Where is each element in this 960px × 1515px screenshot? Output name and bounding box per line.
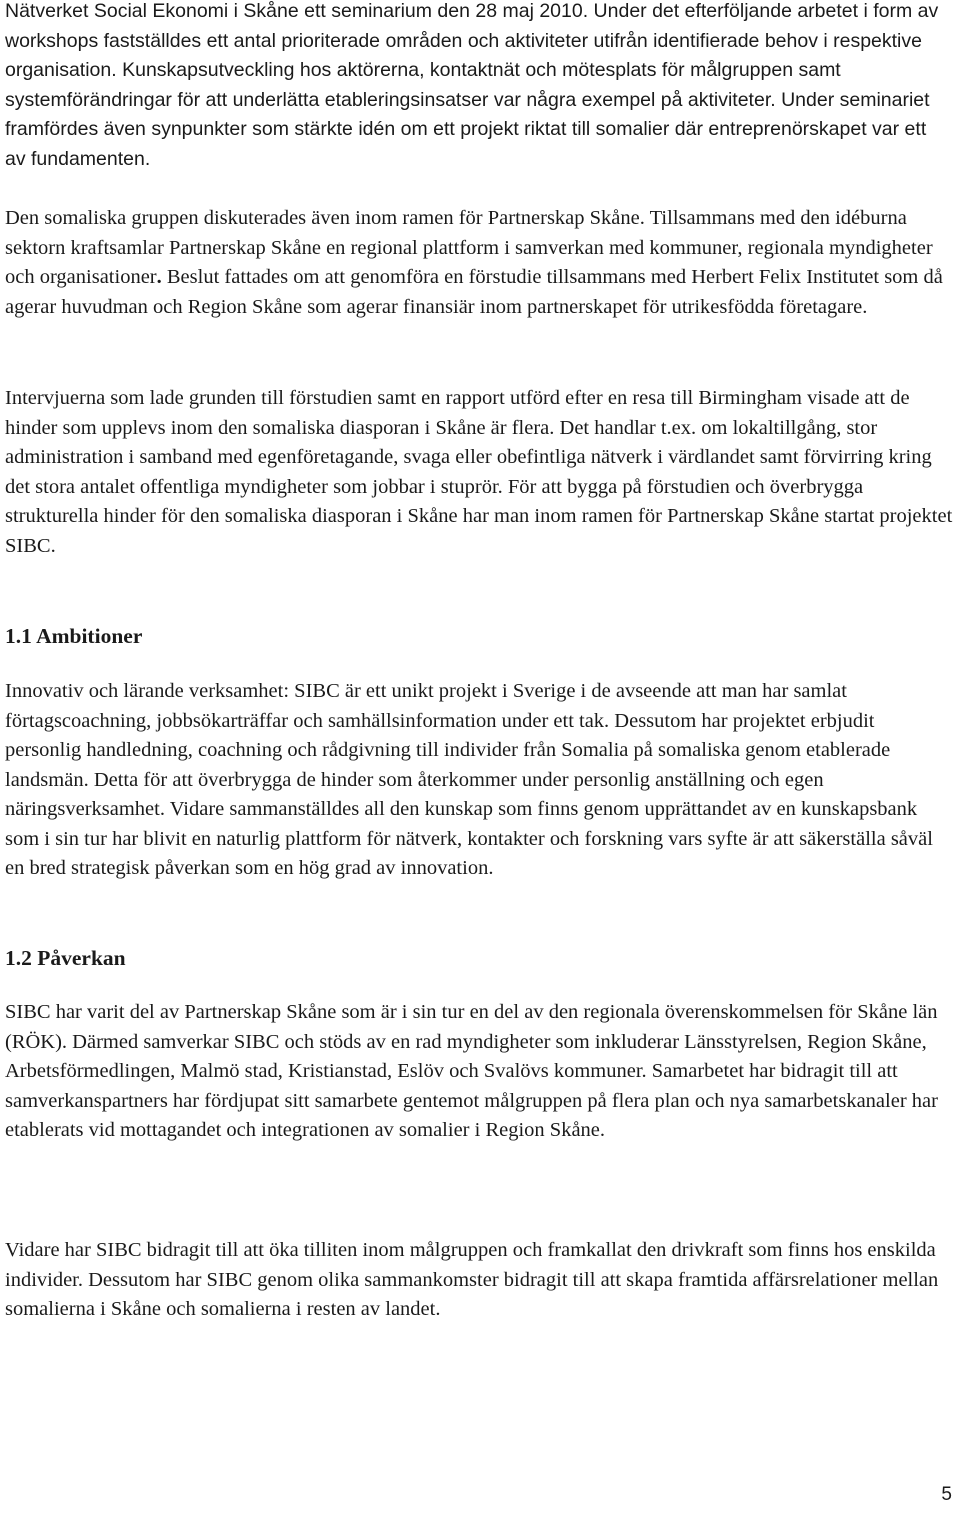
partnership-sentence-2-end: . — [156, 266, 162, 288]
intro-sentence-3: Under seminariet framfördes även synpunkter som stärkte idén om ett projekt riktat till somalier där entreprenörskapet var ett av fundamenten. — [5, 88, 930, 170]
partnership-paragraph — [5, 204, 950, 322]
section-1-1-body: Innovativ och lärande verksamhet: SIBC är ett unikt projekt i Sverige i de avseende att man har samlat förtagscoachning, jobbsökarträffar och samhällsinformation under ett tak. Dessutom har projektet erbjudit personlig handledning, coachning och rådgivning till individer från Somalia på somaliska genom etablerade landsmän. Detta för att överbrygga de hinder som återkommer under personlig anställning och egen näringsverksamhet. Vidare sammanställdes all den kunskap som finns genom upprättandet av en kunskapsbank som i sin tur har blivit en naturlig plattform för nätverk, kontakter och forskning vars syfte är att säkerställa såväl en bred strategisk påverkan som en hög grad av innovation. — [5, 680, 933, 879]
page-number: 5 — [941, 1484, 952, 1505]
intro-paragraph — [5, 0, 950, 174]
section-1-2-body-2: Vidare har SIBC bidragit till att öka tilliten inom målgruppen och framkallat den drivkraft som finns hos enskilda individer. Dessutom har SIBC genom olika sammankomster bidragit till att skapa framtida affärsrelationer mellan somalierna i Skåne och somalierna i resten av landet. — [5, 1239, 939, 1320]
partnership-sentence-2: Tillsammans med den idéburna sektorn kraftsamlar Partnerskap Skåne en regional plattform i samverkan med kommuner, regionala myndigheter och organisationer — [5, 207, 933, 288]
intro-sentence-1: Nätverket Social Ekonomi i Skåne ett seminarium den 28 maj 2010. Under det efterföljande arbetet i form av workshops fastställdes ett antal prioriterade områden och aktiviteter utifrån identifierade behov i respektive organisation. — [5, 0, 939, 81]
partnership-sentence-1: Den somaliska gruppen diskuterades även inom ramen för Partnerskap Skåne. — [5, 207, 645, 229]
section-1-1-heading: 1.1 Ambitioner — [5, 624, 143, 648]
partnership-sentence-3: Beslut fattades om att genomföra en förstudie tillsammans med Herbert Felix Institutet som då agerar huvudman och Region Skåne som agerar finansiär inom partnerskapet för utrikesfödda företagare. — [5, 266, 943, 318]
section-1-2-heading: 1.2 Påverkan — [5, 946, 126, 970]
section-1-2-body-1: SIBC har varit del av Partnerskap Skåne som är i sin tur en del av den regionala överenskommelsen för Skåne län (RÖK). Därmed samverkar SIBC och stöds av en rad myndigheter som inkluderar Länsstyrelsen, Region Skåne, Arbetsförmedlingen, Malmö stad, Kristianstad, Eslöv och Svalövs kommuner. Samarbetet har bidragit till att samverkanspartners har fördjupat sitt samarbete gentemot målgruppen på flera plan och nya samarbetskanaler har etablerats vid mottagandet och integrationen av somalier i Region Skåne. — [5, 1001, 938, 1141]
intro-sentence-2: Kunskapsutveckling hos aktörerna, kontaktnät och mötesplats för målgruppen samt systemförändringar för att underlätta etableringsinsatser var några exempel på aktiviteter. — [5, 59, 841, 111]
interviews-paragraph: Intervjuerna som lade grunden till förstudien samt en rapport utförd efter en resa till Birmingham visade att de hinder som upplevs inom den somaliska diasporan i Skåne är flera. Det handlar t.ex. om lokaltillgång, stor administration i samband med egenföretagande, svaga eller obefintliga nätverk i värdlandet samt förvirring kring det stora antalet offentliga myndigheter som jobbar i stuprör. För att bygga på förstudien och överbrygga strukturella hinder för den somaliska diasporan i Skåne har man inom ramen för Partnerskap Skåne startat projektet SIBC. — [5, 387, 953, 557]
